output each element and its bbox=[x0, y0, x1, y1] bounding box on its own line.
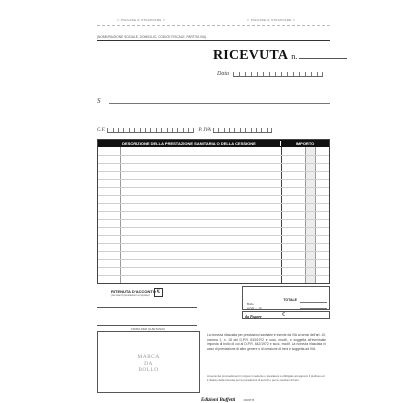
date-label: Data bbox=[217, 71, 229, 77]
receipt-title bbox=[213, 48, 347, 64]
column-divider bbox=[281, 147, 282, 283]
receipt-title-text: RICEVUTA bbox=[213, 48, 289, 63]
ritenuta-subtitle: (nei casi di prestazioni a imprese) bbox=[111, 294, 150, 297]
column-divider bbox=[120, 147, 121, 283]
perforation-label-left: ✂ PIEGARE E STRAPPARE ✂ bbox=[117, 18, 166, 22]
perforation-line bbox=[97, 25, 330, 26]
ritenuta-title: RITENUTA D'ACCONTO bbox=[111, 289, 156, 294]
date-field[interactable] bbox=[233, 71, 323, 77]
codice-fiscale-field[interactable] bbox=[107, 127, 193, 133]
table-row bbox=[98, 227, 329, 228]
footer bbox=[201, 398, 254, 403]
services-table-body[interactable] bbox=[98, 147, 329, 283]
partita-iva-field[interactable] bbox=[213, 127, 272, 133]
legal-note-main: La ricevuta rilasciata per prestazioni sanitarie è esente da IVA ai sensi dell'art. 10, comma 1, n. 18 del D.P.R. 633/1972 e succ. modif., e soggetta all'eventuale imposta di bollo di cui al D.P.R. 642/1972 e succ. modif. La ricevuta rilasciata in caso di prestazione di altro genere o di cessione di beni è soggetta ad IVA. bbox=[207, 333, 326, 351]
firma-label: FIRMA PER QUIETANZA bbox=[131, 327, 165, 331]
codice-fiscale-label: C.F. bbox=[97, 128, 106, 133]
recipient-label: S bbox=[97, 97, 101, 105]
table-row bbox=[98, 235, 329, 236]
services-table bbox=[97, 139, 330, 284]
table-row bbox=[98, 163, 329, 164]
totale-label: TOTALE bbox=[283, 298, 297, 302]
table-row bbox=[98, 259, 329, 260]
legal-note-secondary: Ai sensi dei provvedimenti in vigore il cedente o prestatore è obbligato ad apporre il prefisso ed il rilascio della ricevuta per le prestazioni di servizi e per le cessioni di beni. bbox=[207, 374, 325, 382]
legal-notes bbox=[203, 333, 330, 387]
issuer-header-line: (NOME/RAGIONE SOCIALE, DOMICILIO, CODICE FISCALE, PARTITA IVA) bbox=[97, 35, 207, 39]
table-row bbox=[98, 171, 329, 172]
da-pagare-currency[interactable]: € bbox=[282, 312, 285, 318]
da-pagare-block bbox=[242, 311, 330, 319]
form-code: 1609T.B bbox=[243, 398, 255, 402]
tax-id-row bbox=[97, 127, 330, 133]
table-row bbox=[98, 219, 329, 220]
table-row bbox=[98, 243, 329, 244]
table-row bbox=[98, 267, 329, 268]
bollo-line-1: MARCA bbox=[137, 354, 160, 360]
column-divider bbox=[305, 147, 306, 283]
bollo-line-3: BOLLO bbox=[138, 367, 159, 373]
table-row bbox=[98, 251, 329, 252]
receipt-number-label: n. bbox=[291, 52, 298, 61]
marca-da-bollo-box[interactable] bbox=[97, 331, 200, 393]
table-row bbox=[98, 275, 329, 276]
amount-decimals-shade bbox=[305, 147, 315, 283]
ritenuta-acconto-block bbox=[97, 286, 197, 308]
table-row bbox=[98, 211, 329, 212]
description-column-header: DESCRIZIONE DELLA PRESTAZIONE SANITARIA O DELLA CESSIONE bbox=[98, 141, 281, 146]
perforation-label-right: ✂ PIEGARE E STRAPPARE ✂ bbox=[247, 18, 296, 22]
table-row bbox=[98, 155, 329, 156]
recipient-field[interactable] bbox=[109, 103, 330, 104]
receipt-sheet bbox=[97, 15, 330, 403]
bollo-label: Bollo bbox=[247, 302, 254, 306]
totale-field[interactable] bbox=[300, 302, 327, 303]
partita-iva-label: P. IVA bbox=[198, 128, 211, 133]
bollo-line-2: DA bbox=[144, 360, 153, 367]
column-divider bbox=[315, 147, 316, 283]
receipt-number-field[interactable] bbox=[299, 58, 347, 59]
header-rule bbox=[97, 40, 330, 41]
table-row bbox=[98, 187, 329, 188]
date-field-group bbox=[217, 71, 323, 77]
marca-da-bollo-text bbox=[98, 354, 199, 374]
brand-logo: Edizioni Buffetti bbox=[201, 398, 236, 403]
services-table-header bbox=[98, 140, 329, 147]
table-row bbox=[98, 195, 329, 196]
da-pagare-label: da Pagare bbox=[245, 314, 262, 319]
totals-box bbox=[242, 286, 330, 310]
ritenuta-currency-box[interactable]: € bbox=[154, 288, 163, 297]
table-row bbox=[98, 203, 329, 204]
iva-field[interactable] bbox=[300, 308, 327, 309]
amount-column-header: IMPORTO bbox=[295, 141, 315, 146]
recipient-row bbox=[97, 97, 330, 105]
iva-label: a.IVA......% bbox=[247, 306, 262, 310]
table-row bbox=[98, 179, 329, 180]
